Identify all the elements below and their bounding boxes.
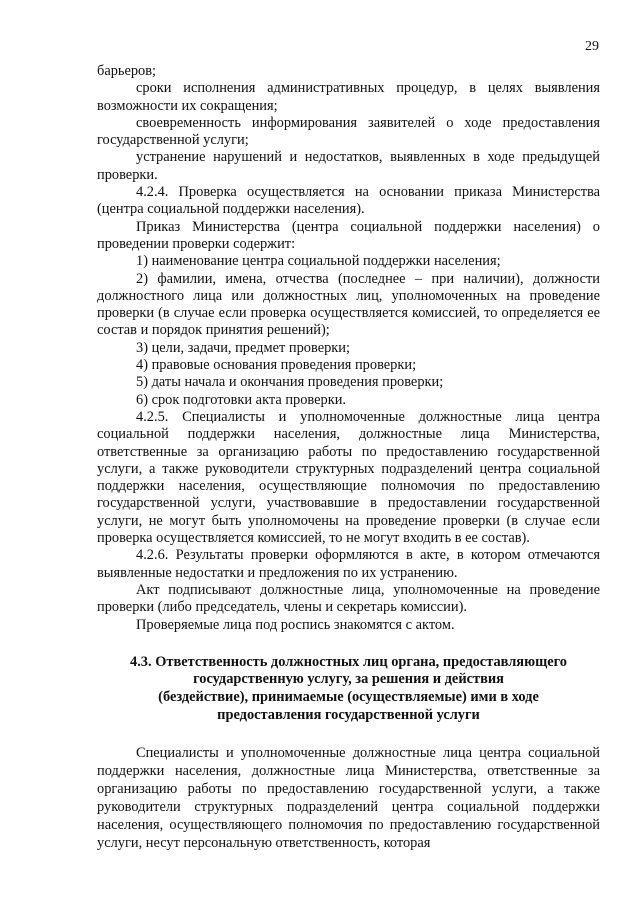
paragraph-list-bottom bbox=[97, 744, 600, 852]
paragraph: Приказ Министерства (центра социальной поддержки населения) о проведении проверки содержит: bbox=[97, 218, 600, 252]
paragraph: своевременность информирования заявителей о ходе предоставления государственной услуги; bbox=[97, 114, 600, 149]
paragraph: 4.2.5. Специалисты и уполномоченные должностные лица центра социальной поддержки населения, должностные лица Министерства, ответственные за организацию работы по предоставлению государственной услуги, а также руководители структурных подразделений центра социальной поддержки населения, осуществляющие полномочия по предоставлению государственной услуги, участвовавшие в предоставлении государственной услуги, не могут быть уполномочены на проведение проверки (в случае если проверка осуществляется комиссией, то не могут входить в ее состав). bbox=[97, 408, 600, 547]
paragraph: 2) фамилии, имена, отчества (последнее – при наличии), должности должностного лица или должностных лиц, уполномоченных на проведение проверки (в случае если проверка осуществляется комиссией, то определяется ее состав и порядок принятия решений); bbox=[97, 270, 600, 339]
section-heading-line: государственную услугу, за решения и действия bbox=[193, 671, 504, 688]
document-body bbox=[97, 63, 600, 852]
section-heading-line: 4.3. Ответственность должностных лиц органа, предоставляющего bbox=[130, 653, 567, 670]
paragraph: 3) цели, задачи, предмет проверки; bbox=[136, 339, 350, 356]
paragraph: 5) даты начала и окончания проведения проверки; bbox=[136, 374, 444, 391]
paragraph: Проверяемые лица под роспись знакомятся с актом. bbox=[136, 616, 455, 633]
paragraph: сроки исполнения административных процедур, в целях выявления возможности их сокращения; bbox=[97, 80, 600, 114]
paragraph: 1) наименование центра социальной поддержки населения; bbox=[136, 253, 501, 270]
paragraph: 4.2.4. Проверка осуществляется на основании приказа Министерства (центра социальной поддержки населения). bbox=[97, 184, 600, 218]
page-number: 29 bbox=[585, 39, 599, 54]
paragraph: 4.2.6. Результаты проверки оформляются в акте, в котором отмечаются выявленные недостатки и предложения по их устранению. bbox=[97, 547, 600, 581]
paragraph: Специалисты и уполномоченные должностные лица центра социальной поддержки населения, должностные лица Министерства, ответственные за организацию работы по предоставлению государственной услуги, а также руководители структурных подразделений центра социальной поддержки населения, осуществляющего полномочия по предоставлению государственной услуги, несут персональную ответственность, которая bbox=[97, 745, 600, 852]
paragraph: устранение нарушений и недостатков, выявленных в ходе предыдущей проверки. bbox=[97, 149, 600, 183]
paragraph: барьеров; bbox=[97, 63, 157, 79]
section-heading-line: предоставления государственной услуги bbox=[217, 706, 480, 723]
paragraph-list-top bbox=[97, 63, 600, 634]
paragraph: 6) срок подготовки акта проверки. bbox=[136, 391, 346, 408]
paragraph: 4) правовые основания проведения проверки; bbox=[136, 357, 417, 374]
section-heading bbox=[97, 654, 600, 724]
paragraph: Акт подписывают должностные лица, уполномоченные на проведение проверки (либо председатель, члены и секретарь комиссии). bbox=[97, 581, 600, 616]
section-heading-line: (бездействие), принимаемые (осуществляемые) ими в ходе bbox=[158, 688, 539, 705]
